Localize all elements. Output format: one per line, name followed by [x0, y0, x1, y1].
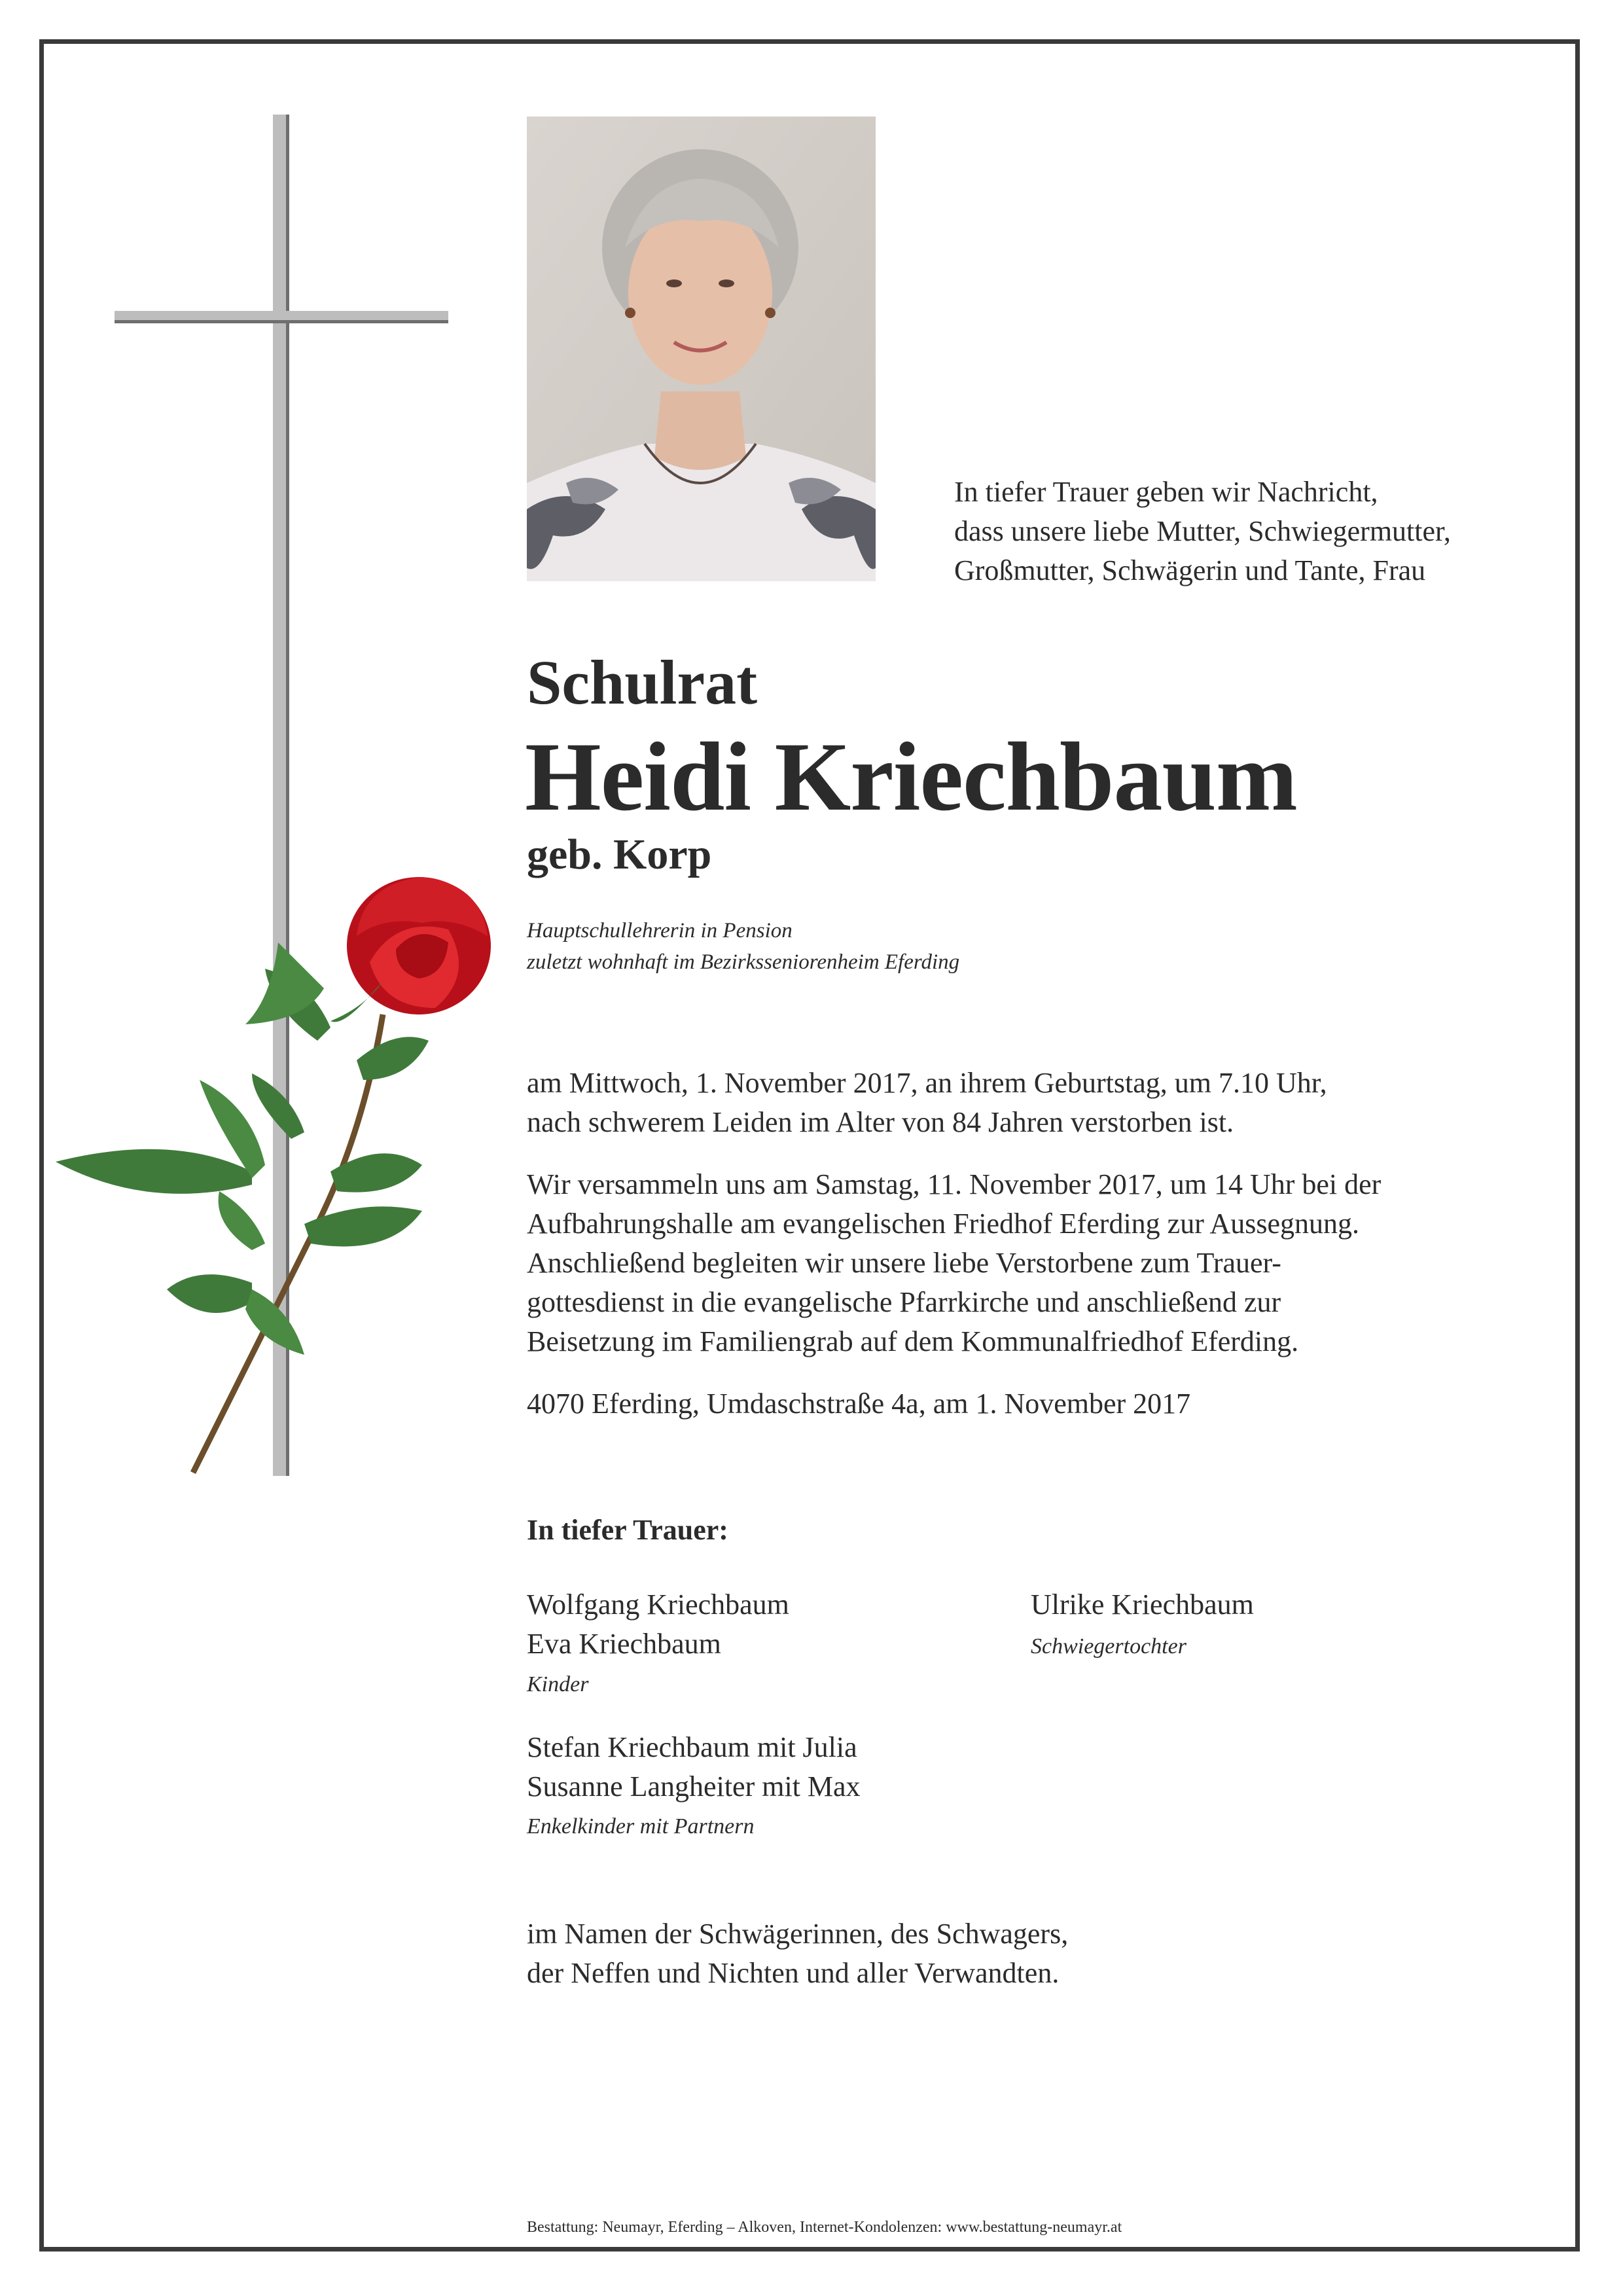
intro-line: Großmutter, Schwägerin und Tante, Frau	[954, 554, 1426, 586]
daughter-in-law-names	[1031, 1585, 1254, 1624]
death-line: am Mittwoch, 1. November 2017, an ihrem Geburtstag, um 7.10 Uhr,	[527, 1067, 1327, 1099]
footer-funeral-home: Bestattung: Neumayr, Eferding – Alkoven, Internet-Kondolenzen: www.bestattung-neumayr.at	[527, 2219, 1122, 2236]
deceased-occupation	[527, 915, 959, 978]
portrait-photo	[527, 117, 876, 581]
intro-line: In tiefer Trauer geben wir Nachricht,	[954, 476, 1378, 508]
occupation-line: zuletzt wohnhaft im Bezirksseniorenheim Eferding	[527, 950, 960, 974]
closing-line: der Neffen und Nichten und aller Verwandten.	[527, 1957, 1060, 1989]
funeral-line: gottesdienst in die evangelische Pfarrkirche und anschließend zur	[527, 1286, 1281, 1318]
mourner-name: Ulrike Kriechbaum	[1031, 1588, 1254, 1621]
deceased-name: Heidi Kriechbaum	[525, 723, 1297, 831]
mourner-name: Susanne Langheiter mit Max	[527, 1770, 861, 1803]
grandchildren-names	[527, 1728, 861, 1806]
deceased-maiden-name: geb. Korp	[527, 831, 712, 878]
children-names	[527, 1585, 789, 1664]
funeral-line: Beisetzung im Familiengrab auf dem Kommunalfriedhof Eferding.	[527, 1325, 1299, 1357]
intro-line: dass unsere liebe Mutter, Schwiegermutter,	[954, 515, 1451, 547]
closing-text	[527, 1914, 1068, 1993]
mourner-name: Eva Kriechbaum	[527, 1628, 721, 1660]
place-date-line: 4070 Eferding, Umdaschstraße 4a, am 1. November 2017	[527, 1388, 1191, 1420]
deceased-title: Schulrat	[527, 647, 758, 717]
occupation-line: Hauptschullehrerin in Pension	[527, 919, 793, 942]
children-role: Kinder	[527, 1672, 589, 1696]
intro-text	[954, 473, 1451, 590]
funeral-line: Anschließend begleiten wir unsere liebe Verstorbene zum Trauer-	[527, 1247, 1281, 1279]
funeral-details	[527, 1165, 1381, 1361]
funeral-line: Wir versammeln uns am Samstag, 11. November 2017, um 14 Uhr bei der	[527, 1168, 1382, 1200]
death-details	[527, 1064, 1327, 1142]
place-date	[527, 1384, 1190, 1424]
funeral-line: Aufbahrungshalle am evangelischen Friedhof Eferding zur Aussegnung.	[527, 1208, 1359, 1240]
mourners-heading: In tiefer Trauer:	[527, 1514, 728, 1546]
mourner-name: Wolfgang Kriechbaum	[527, 1588, 789, 1621]
mourner-name: Stefan Kriechbaum mit Julia	[527, 1731, 857, 1763]
grandchildren-role: Enkelkinder mit Partnern	[527, 1814, 755, 1839]
daughter-in-law-role: Schwiegertochter	[1031, 1634, 1186, 1659]
death-line: nach schwerem Leiden im Alter von 84 Jahren verstorben ist.	[527, 1106, 1234, 1138]
closing-line: im Namen der Schwägerinnen, des Schwagers,	[527, 1918, 1069, 1950]
rose-icon	[56, 857, 514, 1479]
